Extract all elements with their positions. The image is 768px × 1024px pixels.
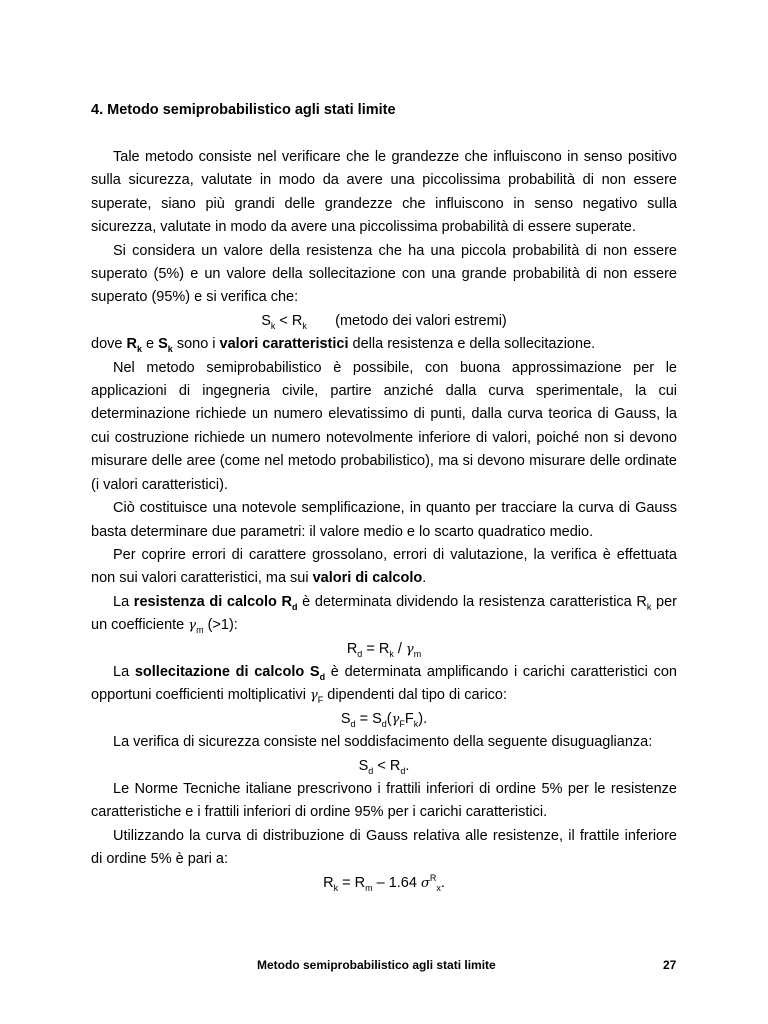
paragraph-11: Utilizzando la curva di distribuzione di Gauss relativa alle resistenze, il frattile inferiore di ordine 5% è pari a: <box>91 827 677 868</box>
body-text <box>91 146 677 895</box>
paragraph-8: La sollecitazione di calcolo $S_d$ è determinata amplificando i carichi caratteristici con opportuni coefficienti moltiplicativi $\gamma_F$ dipendenti dal tipo di carico: <box>91 663 677 706</box>
paragraph-10: Le Norme Tecniche italiane prescrivono i frattili inferiori di ordine 5% per le resistenze caratteristiche e i frattili inferiori di ordine 95% per i carichi caratteristici. <box>91 780 677 821</box>
paragraph-5: Ciò costituisce una notevole semplificazione, in quanto per tracciare la curva di Gauss basta determinare due parametri: il valore medio e lo scarto quadratico medio. <box>91 500 677 540</box>
paragraph-3: dove $R_k$ e $S_k$ sono i valori caratteristici della resistenza e della sollecitazione. <box>91 336 596 355</box>
equation-sk-rk: $S_k < R_k$ (metodo dei valori estremi) <box>261 312 507 331</box>
page-number: 27 <box>663 958 677 972</box>
section-heading: 4. Metodo semiprobabilistico agli stati limite <box>91 102 396 118</box>
paragraph-9: La verifica di sicurezza consiste nel soddisfacimento della seguente disuguaglianza: <box>113 734 653 751</box>
paragraph-2: Si considera un valore della resistenza che ha una piccola probabilità di non essere superato (5%) e un valore della sollecitazione con una grande probabilità di non essere superato (95%) e si verifica che: <box>91 242 677 306</box>
equation-sd: $S_d = S_d(\gamma_FF_k)$. <box>340 710 428 729</box>
paragraph-6: Per coprire errori di carattere grossolano, errori di valutazione, la verifica è effettuata non sui valori caratteristici, ma sui valori di calcolo. <box>91 546 677 587</box>
paragraph-1: Tale metodo consiste nel verificare che le grandezze che influiscono in senso positivo sulla sicurezza, valutate in modo da avere una piccolissima probabilità di non essere superate, siano più grandi delle grandezze che influiscono in senso negativo sulla sicurezza, valutate in modo da avere una piccolissima probabilità di essere superate. <box>91 149 677 236</box>
equation-sd-rd: $S_d < R_d$. <box>358 757 410 776</box>
paragraph-4: Nel metodo semiprobabilistico è possibile, con buona approssimazione per le applicazioni di ingegneria civile, partire anziché dalla curva sperimentale, la cui determinazione richiede un numero elevatissimo di punti, dalla curva teorica di Gauss, la cui costruzione richiede un numero notevolmente inferiore di valori, poiché non si devono misurare delle aree (come nel metodo probabilistico), ma si devono misurare delle ordinate (i valori caratteristici). <box>91 359 677 493</box>
footer-title: Metodo semiprobabilistico agli stati limite <box>257 958 496 972</box>
equation-rd: $R_d = R_k / \gamma_m$ <box>346 640 422 659</box>
paragraph-7: La resistenza di calcolo $R_d$ è determinata dividendo la resistenza caratteristica $R_k$ per un coefficiente $\gamma_m$ (>1): <box>91 593 677 636</box>
equation-rk: $R_k = R_m - 1.64$ $\sigma^R_x$. <box>323 872 445 893</box>
